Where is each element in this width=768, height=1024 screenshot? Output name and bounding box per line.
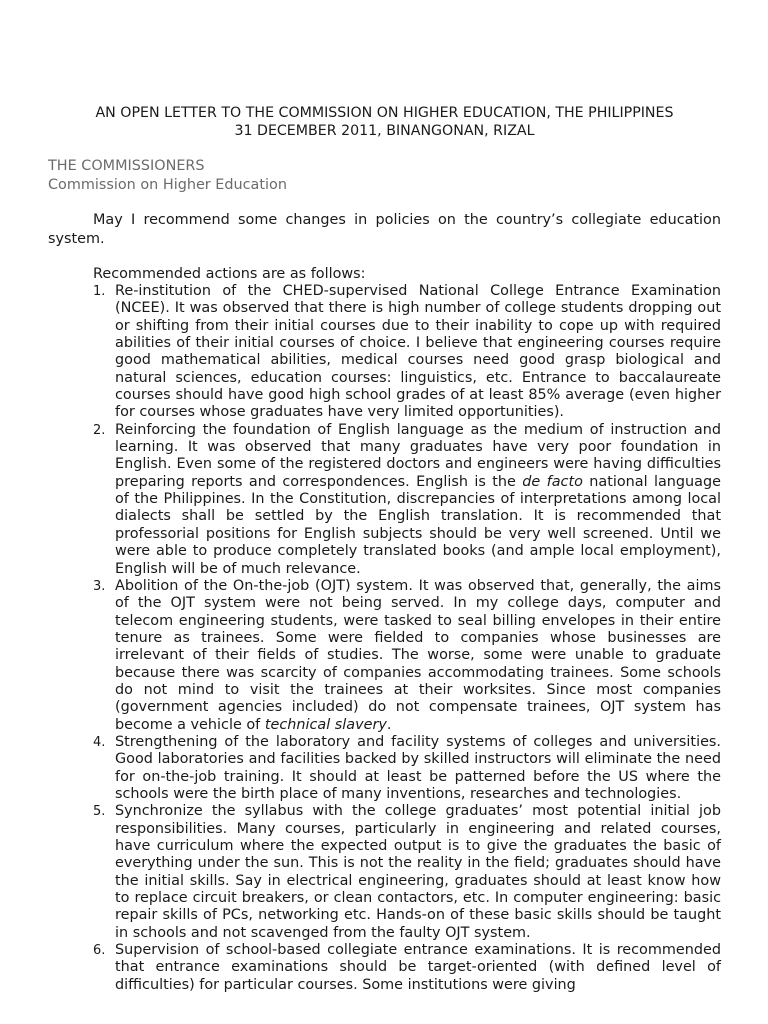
list-item-text — [115, 578, 721, 734]
list-item-text: Synchronize the syllabus with the college graduates’ most potential initial job responsibilities. Many courses, particularly in engineering and related courses, have curriculum where the expected output is to give the graduates the basic of everything under the sun. This is not the reality in the field; graduates should have the initial skills. Say in electrical engineering, graduates should at least know how to replace circuit breakers, or clean contactors, etc. In computer engineering: basic repair skills of PCs, networking etc. Hands-on of these basic skills should be taught in schools and not scavenged from the faulty OJT system. — [115, 803, 721, 941]
emphasis-text: technical slavery — [264, 716, 387, 733]
intro-paragraph: May I recommend some changes in policies on the country’s collegiate education system. — [48, 212, 721, 247]
list-item-number: 4. — [93, 734, 106, 750]
list-item-number: 2. — [93, 422, 106, 438]
list-item-number: 1. — [93, 284, 106, 299]
list-item — [48, 942, 721, 994]
list-item-text: Strengthening of the laboratory and facility systems of colleges and universities. Good laboratories and facilities backed by skilled instructors will eliminate the need for on-the-job training. It should at least be patterned before the US where the schools were the birth place of many inventions, researches and technologies. — [115, 733, 721, 802]
list-item — [48, 283, 721, 422]
list-item — [48, 734, 721, 803]
recipient-organization: Commission on Higher Education — [48, 176, 287, 193]
recipient-block — [48, 157, 287, 194]
title-line-2: 31 DECEMBER 2011, BINANGONAN, RIZAL — [234, 122, 535, 139]
list-item-text-part: . — [386, 716, 392, 733]
list-item-number: 5. — [93, 804, 106, 820]
list-item-number: 3. — [93, 578, 106, 594]
list-item — [48, 422, 721, 578]
list-item-text: Re-institution of the CHED-supervised National College Entrance Examination (NCEE). It was observed that there is high number of college students dropping out or shifting from their initial courses due to their inability to cope up with required abilities of their initial courses of choice. I believe that engineering courses require good mathematical abilities, medical courses need good grasp biological and natural sciences, education courses: linguistics, etc. Entrance to baccalaureate courses should have good high school grades of at least 85% average (even higher for courses whose graduates have very limited opportunities). — [115, 283, 721, 421]
list-item-text — [115, 422, 721, 578]
title-line-1: AN OPEN LETTER TO THE COMMISSION ON HIGHER EDUCATION, THE PHILIPPINES — [95, 105, 674, 121]
list-item-text-part: national language of the Philippines. In the Constitution, discrepancies of interpretations among local dialects shall be settled by the English translation. It is recommended that professorial positions for English subjects should be very well screened. Until we were able to produce completely translated books (and ample local employment), English will be of much relevance. — [115, 473, 721, 577]
list-item-text-part: Reinforcing the foundation of English language as the medium of instruction and learning. It was observed that many graduates have very poor foundation in English. Even some of the registered doctors and engineers were having difficulties preparing reports and correspondences. English is the — [115, 421, 721, 490]
letter-title — [48, 105, 721, 140]
list-item-text-part: Abolition of the On-the-job (OJT) system. It was observed that, generally, the aims of the OJT system were not being served. In my college days, computer and telecom engineering students, were tasked to seal billing envelopes in their entire tenure as trainees. Some were fielded to companies whose businesses are irrelevant of their fields of studies. The worse, some were unable to graduate because there was scarcity of companies accommodating trainees. Some schools do not mind to visit the trainees at their worksites. Since most companies (government agencies included) do not compensate trainees, OJT system has become a vehicle of — [115, 577, 721, 733]
list-item-text: Supervision of school-based collegiate entrance examinations. It is recommended that entrance examinations should be target-oriented (with defined level of difficulties) for particular courses. Some institutions were giving — [115, 942, 721, 993]
list-item — [48, 803, 721, 942]
list-item-number: 6. — [93, 943, 106, 959]
actions-lead: Recommended actions are as follows: — [93, 266, 366, 282]
recommended-actions-list — [48, 283, 721, 994]
list-item — [48, 578, 721, 734]
letter-page — [48, 0, 721, 1024]
emphasis-text: de facto — [522, 473, 583, 490]
recipient-title: THE COMMISSIONERS — [48, 158, 205, 174]
